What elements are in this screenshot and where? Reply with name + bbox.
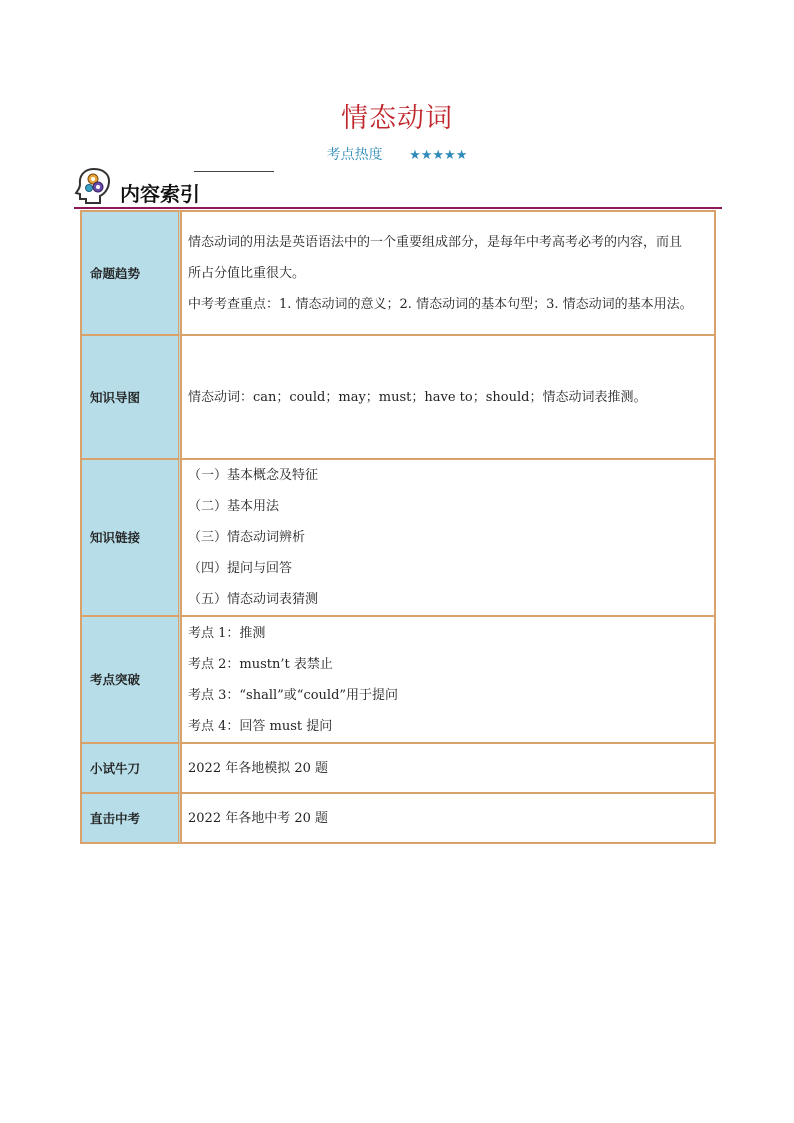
row-label: 命题趋势 [81,211,181,335]
section-header [74,166,722,210]
header-underline [74,207,722,209]
content-line: 情态动词的用法是英语语法中的一个重要组成部分，是每年中考高考必考的内容，而且 [188,234,683,250]
table-row [81,211,715,335]
content-line: 情态动词：can；could；may；must；have to；should；情态动词表推测。 [188,389,647,405]
content-line: 考点 2：mustn’t 表禁止 [188,656,333,672]
content-line: 考点 1：推测 [188,625,266,641]
header-top-rule [194,171,274,172]
row-content [181,743,715,793]
content-line: （二）基本用法 [188,499,280,514]
row-content [181,335,715,459]
row-label: 小试牛刀 [81,743,181,793]
content-line: 2022 年各地中考 20 题 [188,810,329,826]
table-row [81,743,715,793]
page-title: 情态动词 [341,103,453,134]
table-row [81,335,715,459]
row-label: 考点突破 [81,616,181,743]
content-line: 2022 年各地模拟 20 题 [188,760,329,776]
content-line: 中考考查重点：1. 情态动词的意义；2. 情态动词的基本句型；3. 情态动词的基本用法。 [188,296,693,312]
table-row [81,459,715,616]
content-line: （四）提问与回答 [188,561,293,576]
row-label: 知识导图 [81,335,181,459]
heat-stars: ★★★★★ [409,148,468,163]
row-content [181,616,715,743]
content-index-table [80,210,716,844]
row-content [181,211,715,335]
row-label: 直击中考 [81,793,181,843]
content-line: （一）基本概念及特征 [188,468,319,483]
table-row [81,793,715,843]
row-label: 知识链接 [81,459,181,616]
content-line: （五）情态动词表猜测 [188,592,319,607]
brain-gears-icon [74,166,112,204]
row-content [181,793,715,843]
heat-label: 考点热度 [326,147,383,163]
table-row [81,616,715,743]
section-heading: 内容索引 [120,182,200,206]
content-line: 考点 3：“shall”或“could”用于提问 [188,687,399,703]
difficulty-heat [0,144,794,164]
content-line: 考点 4：回答 must 提问 [188,718,333,734]
row-content [181,459,715,616]
content-line: （三）情态动词辨析 [188,530,306,545]
content-line: 所占分值比重很大。 [188,265,306,281]
